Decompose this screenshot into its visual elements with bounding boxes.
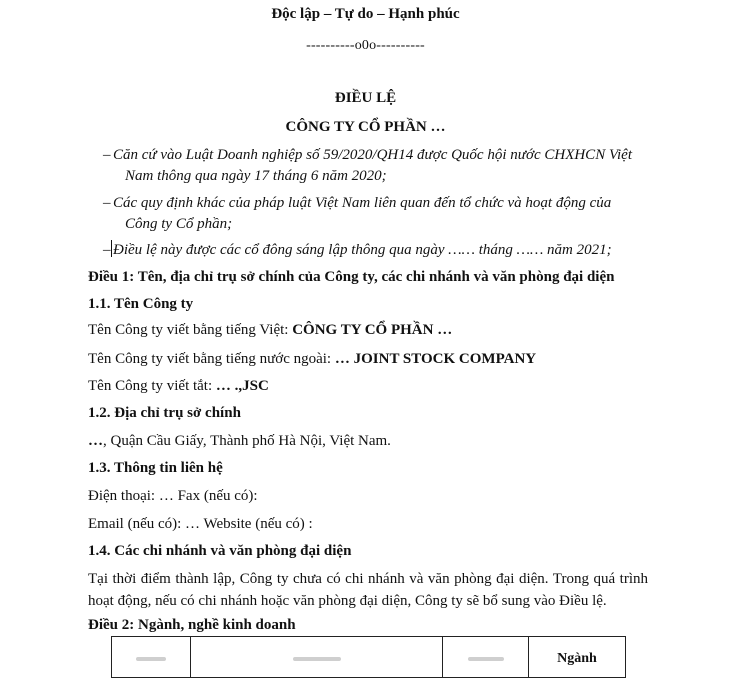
phone-fax-line: Điện thoại: … Fax (nếu có): bbox=[88, 488, 258, 504]
document-subtitle: CÔNG TY CỔ PHẦN … bbox=[285, 119, 446, 135]
address-text: , Quận Cầu Giấy, Thành phố Hà Nội, Việt Nam. bbox=[103, 433, 391, 449]
header-divider: ----------o0o---------- bbox=[306, 38, 425, 53]
branches-paragraph: Tại thời điểm thành lập, Công ty chưa có chi nhánh và văn phòng đại diện. Trong quá trình hoạt động, nếu có chi nhánh hoặc văn phòng đại diện, Công ty sẽ bổ sung vào Điều lệ. bbox=[88, 571, 648, 609]
article-2-heading: Điều 2: Ngành, nghề kinh doanh bbox=[88, 617, 296, 633]
basis-text: Điều lệ này được các cổ đông sáng lập thông qua ngày …… tháng …… năm 2021; bbox=[113, 242, 612, 258]
section-1-4-heading: 1.4. Các chi nhánh và văn phòng đại diện bbox=[88, 543, 352, 559]
list-dash: – bbox=[103, 195, 111, 211]
company-short-name bbox=[88, 378, 269, 395]
table-header-cell-nganh: Ngành bbox=[529, 637, 626, 678]
business-lines-table bbox=[111, 636, 626, 678]
basis-item-law bbox=[103, 145, 648, 187]
company-short-name-label: Tên Công ty viết tắt: bbox=[88, 378, 216, 394]
company-name-vn-label: Tên Công ty viết bằng tiếng Việt: bbox=[88, 322, 293, 338]
list-dash: – bbox=[103, 147, 111, 163]
head-office-address bbox=[88, 433, 391, 450]
email-website-line: Email (nếu có): … Website (nếu có) : bbox=[88, 516, 313, 532]
document-title: ĐIỀU LỆ bbox=[334, 90, 397, 106]
company-name-vn-value: CÔNG TY CỔ PHẦN … bbox=[292, 322, 453, 338]
text-cursor bbox=[111, 240, 112, 257]
basis-text: Căn cứ vào Luật Doanh nghiệp số 59/2020/QH14 được Quốc hội nước CHXHCN Việt bbox=[113, 147, 632, 163]
table-header-row bbox=[112, 637, 626, 678]
article-1-heading: Điều 1: Tên, địa chỉ trụ sở chính của Công ty, các chi nhánh và văn phòng đại diện bbox=[88, 269, 615, 285]
table-header-cell bbox=[443, 637, 529, 678]
list-dash: – bbox=[103, 242, 111, 258]
basis-item-approval bbox=[103, 240, 648, 261]
national-motto: Độc lập – Tự do – Hạnh phúc bbox=[271, 6, 460, 22]
basis-item-regulations bbox=[103, 193, 648, 235]
section-1-1-heading: 1.1. Tên Công ty bbox=[88, 296, 194, 312]
address-placeholder: … bbox=[88, 433, 103, 449]
company-name-foreign-value: … JOINT STOCK COMPANY bbox=[334, 351, 537, 367]
section-1-2-heading: 1.2. Địa chỉ trụ sở chính bbox=[88, 405, 241, 421]
company-name-vn bbox=[88, 322, 452, 339]
cropped-heading bbox=[215, 0, 530, 3]
section-1-3-heading: 1.3. Thông tin liên hệ bbox=[88, 460, 223, 476]
company-short-name-value: … .,JSC bbox=[215, 378, 269, 394]
table-header-cell bbox=[112, 637, 191, 678]
basis-text-continued: Nam thông qua ngày 17 tháng 6 năm 2020; bbox=[125, 168, 387, 184]
basis-text: Các quy định khác của pháp luật Việt Nam liên quan đến tổ chức và hoạt động của bbox=[113, 195, 612, 211]
company-name-foreign bbox=[88, 351, 536, 368]
basis-text-continued: Công ty Cổ phần; bbox=[125, 216, 233, 232]
table-header-cell bbox=[191, 637, 443, 678]
company-name-foreign-label: Tên Công ty viết bằng tiếng nước ngoài: bbox=[88, 351, 335, 367]
